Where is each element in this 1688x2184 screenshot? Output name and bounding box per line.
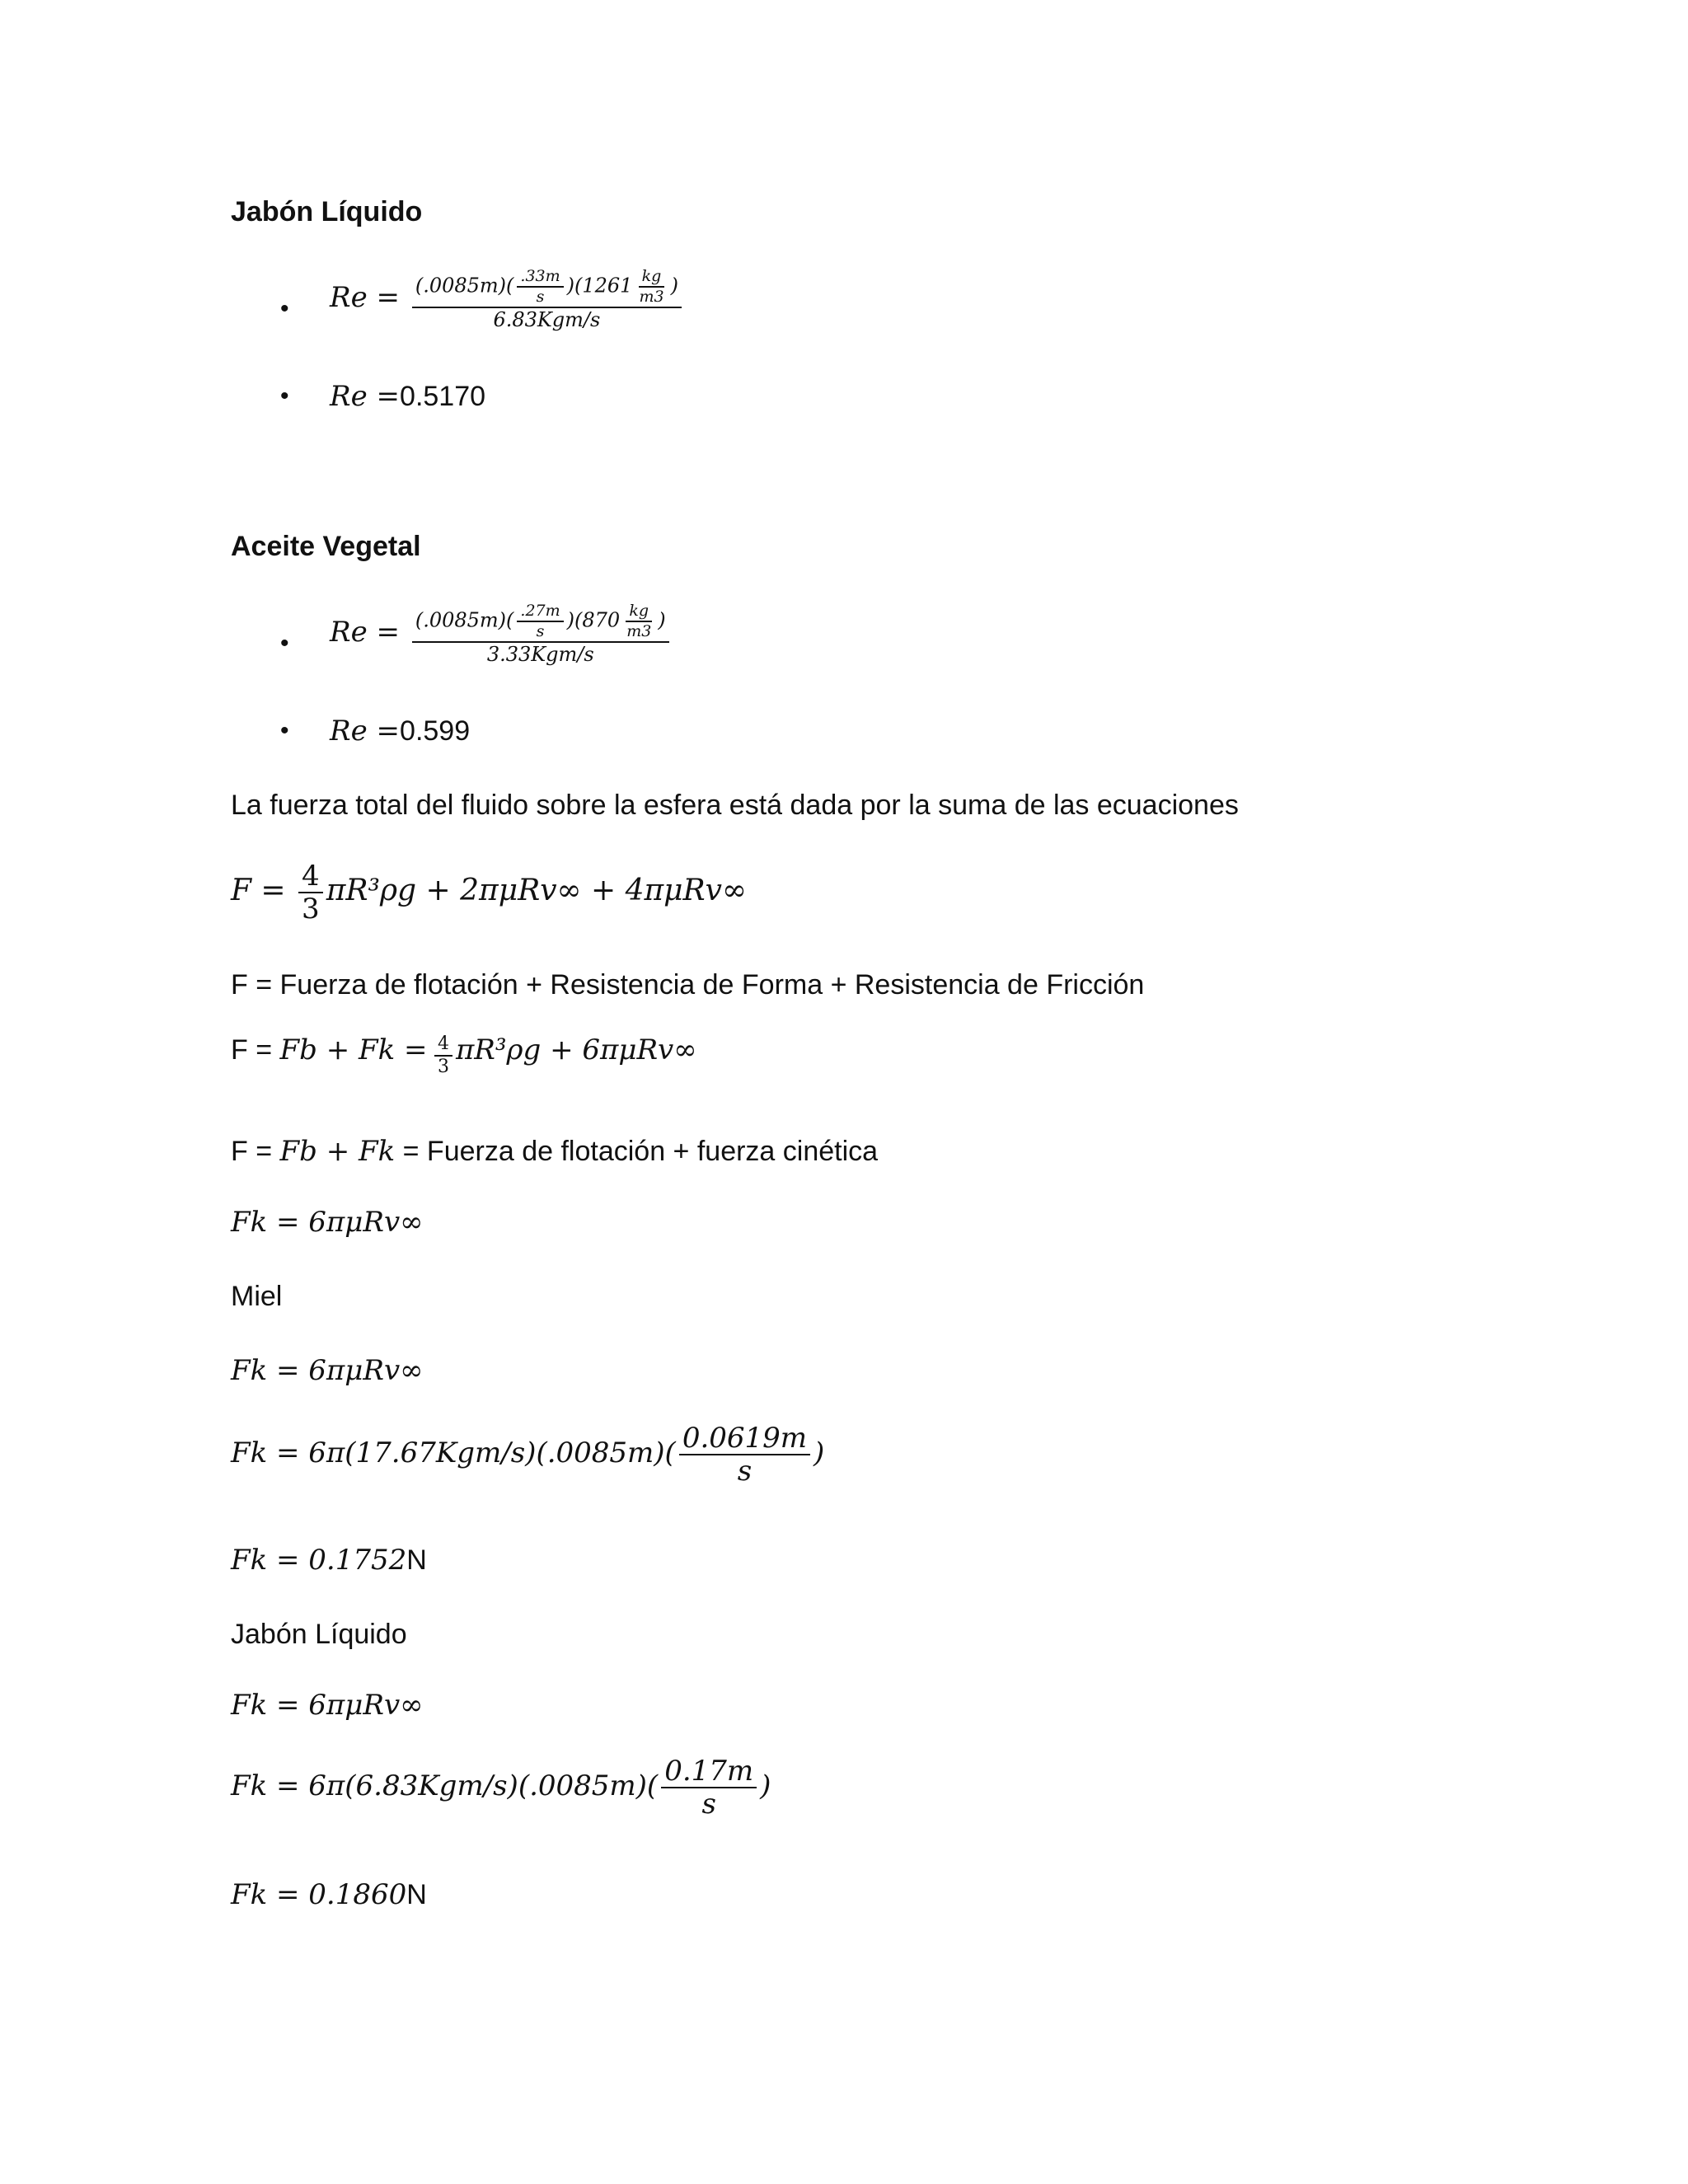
section-label-honey: Miel <box>231 1281 283 1312</box>
reynolds-soap-numerator: (.0085m)( $\frac{.33m}{s}$ )(1261 $\frac{kg}{m3}$ ) <box>412 269 682 308</box>
soap-fk-formula: Fk = 6πμRv∞ <box>231 1689 424 1722</box>
fb-fk-description: F = Fb + Fk = Fuerza de flotación + fuerza cinética <box>231 1135 879 1168</box>
force-description: F = Fuerza de flotación + Resistencia de Forma + Resistencia de Fricción <box>231 969 1145 1001</box>
fb-fk-equation: F = Fb + Fk = $\frac{4}{3}$ πR³ρg + 6πμRv∞ <box>231 1033 697 1077</box>
bullet: • <box>280 717 289 744</box>
section-heading-soap: Jabón Líquido <box>231 196 423 227</box>
honey-fk-calculation: Fk = 6π(17.67Kgm/s)(.0085m)( $\frac{0.0619m}{s}$ ) <box>231 1422 825 1488</box>
reynolds-oil-result: Re =0.599 <box>330 715 471 748</box>
section-heading-oil: Aceite Vegetal <box>231 531 421 562</box>
reynolds-soap-fraction <box>412 269 682 330</box>
reynolds-oil-denominator: 3.33Kgm/s <box>486 643 594 666</box>
bullet: • <box>280 630 289 657</box>
reynolds-oil-formula <box>330 603 673 664</box>
reynolds-soap-denominator: 6.83Kgm/s <box>493 308 601 331</box>
intro-text: La fuerza total del fluido sobre la esfera está dada por la suma de las ecuaciones <box>231 790 1239 821</box>
reynolds-soap-formula <box>330 269 685 330</box>
reynolds-oil-numerator: (.0085m)( $\frac{.27m}{s}$ )(870 $\frac{kg}{m3}$ ) <box>412 603 669 643</box>
honey-fk-formula: Fk = 6πμRv∞ <box>231 1354 424 1387</box>
bullet: • <box>280 382 289 410</box>
honey-fk-result: Fk = 0.1752N <box>231 1544 427 1577</box>
reynolds-oil-fraction <box>412 603 669 664</box>
soap-fk-calculation: Fk = 6π(6.83Kgm/s)(.0085m)( $\frac{0.17m}{s}$ ) <box>231 1755 771 1821</box>
reynolds-soap-result: Re =0.5170 <box>330 380 486 413</box>
bullet: • <box>280 295 289 322</box>
fk-general-equation: Fk = 6πμRv∞ <box>231 1206 424 1239</box>
section-label-soap: Jabón Líquido <box>231 1619 407 1650</box>
reynolds-lhs: Re = <box>330 281 401 314</box>
soap-fk-result: Fk = 0.1860N <box>231 1878 427 1911</box>
total-force-equation: F = $\frac{4}{3}$ πR³ρg + 2πμRv∞ + 4πμRv∞ <box>231 860 747 926</box>
reynolds-lhs: Re = <box>330 616 401 649</box>
